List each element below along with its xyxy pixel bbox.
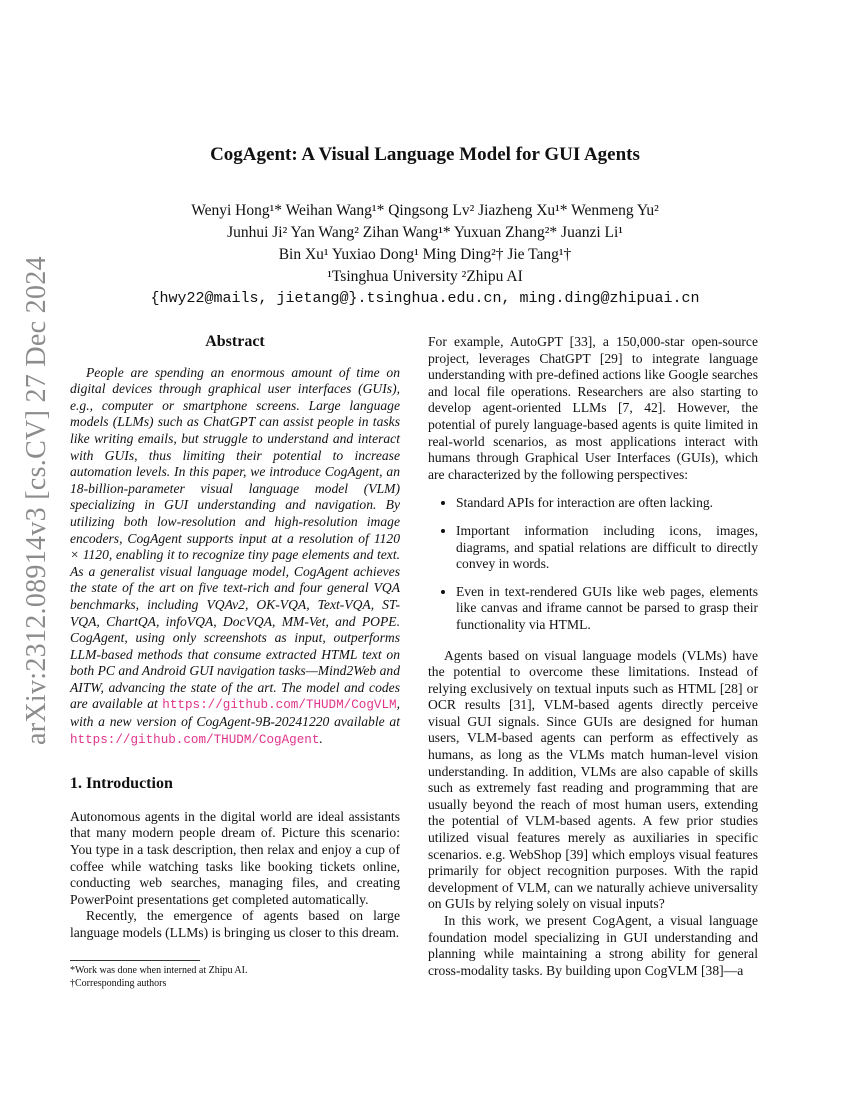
list-item: • Important information including icons, images, diagrams, and spatial relations are difficult to directly convey in words.	[456, 523, 758, 573]
footnote-2: †Corresponding authors	[70, 978, 167, 989]
footnotes	[70, 960, 400, 990]
abstract-end: .	[319, 730, 323, 746]
right-paragraph-3: In this work, we present CogAgent, a visual language foundation model specializing in GUI understanding and planning while maintaining a strong ability for general cross-modality tasks. By building upon CogVLM [38]—a	[428, 913, 758, 978]
right-column	[428, 334, 758, 979]
intro-paragraph-2: Recently, the emergence of agents based on large language models (LLMs) is bringing us closer to this dream.	[70, 908, 400, 940]
paper-title: CogAgent: A Visual Language Model for GUI Agents	[210, 144, 640, 165]
abstract-heading: Abstract	[205, 333, 265, 350]
authors-line-1: Wenyi Hong¹* Weihan Wang¹* Qingsong Lv² Jiazheng Xu¹* Wenmeng Yu²	[191, 202, 659, 219]
right-paragraph-1: For example, AutoGPT [33], a 150,000-star open-source project, leverages ChatGPT [29] to integrate language understanding with pre-defined actions like Google searches and local file operations. Researchers are also starting to develop agent-oriented LLMs [7, 42]. However, the potential of purely language-based agents is quite limited in real-world scenarios, as most applications interact with humans through Graphical User Interfaces (GUIs), which are characterized by the following perspectives:	[428, 334, 758, 482]
affiliations: ¹Tsinghua University ²Zhipu AI	[327, 268, 523, 285]
cogagent-link[interactable]: https://github.com/THUDM/CogAgent	[70, 732, 320, 747]
list-item: • Standard APIs for interaction are often lacking.	[456, 495, 758, 512]
authors-line-3: Bin Xu¹ Yuxiao Dong¹ Ming Ding²† Jie Tang¹†	[278, 246, 572, 263]
footnote-rule	[70, 960, 200, 961]
author-block	[0, 200, 850, 310]
author-emails: {hwy22@mails, jietang@}.tsinghua.edu.cn, ming.ding@zhipuai.cn	[150, 290, 700, 307]
abstract-body	[70, 365, 400, 749]
right-paragraph-2: Agents based on visual language models (VLMs) have the potential to overcome these limitations. Instead of relying exclusively on textual inputs such as HTML [28] or OCR results [31], VLM-based agents directly perceive visual GUI signals. Since GUIs are designed for human users, VLM-based agents can perform as effectively as humans, as long as the VLMs match human-level vision understanding. In addition, VLMs are also capable of skills such as extremely fast reading and programming that are usually beyond the reach of most human users, extending the potential of VLM-based agents. A few prior studies utilized visual features merely as auxiliaries in specific scenarios. e.g. WebShop [39] which employs visual features primarily for object recognition purposes. With the rapid development of VLM, can we naturally achieve universality on GUIs by relying solely on visual inputs?	[428, 647, 758, 912]
list-item: • Even in text-rendered GUIs like web pages, elements like canvas and iframe cannot be parsed to grasp their functionality via HTML.	[456, 584, 758, 634]
intro-heading: 1. Introduction	[70, 775, 173, 793]
perspective-list	[428, 495, 758, 633]
authors-line-2: Junhui Ji² Yan Wang² Zihan Wang¹* Yuxuan Zhang²* Juanzi Li¹	[227, 224, 623, 241]
arxiv-stamp: arXiv:2312.08914v3 [cs.CV] 27 Dec 2024	[21, 256, 52, 745]
abstract-mid: , with a new version of CogAgent-9B-20241220 available at	[70, 696, 400, 730]
cogvlm-link[interactable]: https://github.com/THUDM/CogVLM	[162, 698, 397, 713]
footnote-1: *Work was done when interned at Zhipu AI.	[70, 965, 248, 976]
abstract-text: People are spending an enormous amount of time on digital devices through graphical user interfaces (GUIs), e.g., computer or smartphone screens. Large language models (LLMs) such as ChatGPT can assist people in tasks like writing emails, but struggle to understand and interact with GUIs, thus limiting their potential to increase automation levels. In this paper, we introduce CogAgent, an 18-billion-parameter visual language model (VLM) specializing in GUI understanding and navigation. By utilizing both low-resolution and high-resolution image encoders, CogAgent supports input at a resolution of 1120 × 1120, enabling it to recognize tiny page elements and text. As a generalist visual language model, CogAgent achieves the state of the art on five text-rich and four general VQA benchmarks, including VQAv2, OK-VQA, Text-VQA, ST-VQA, ChartQA, infoVQA, DocVQA, MM-Vet, and POPE. CogAgent, using only screenshots as input, outperforms LLM-based methods that consume extracted HTML text on both PC and Android GUI navigation tasks—Mind2Web and AITW, advancing the state of the art. The model and codes are available at	[70, 364, 400, 712]
intro-paragraph-1: Autonomous agents in the digital world are ideal assistants that many modern people dream of. Picture this scenario: You type in a task description, then relax and enjoy a cup of coffee while watching tasks like booking tickets online, conducting web searches, managing files, and creating PowerPoint presentations get completed automatically.	[70, 808, 400, 907]
left-column	[70, 334, 400, 942]
